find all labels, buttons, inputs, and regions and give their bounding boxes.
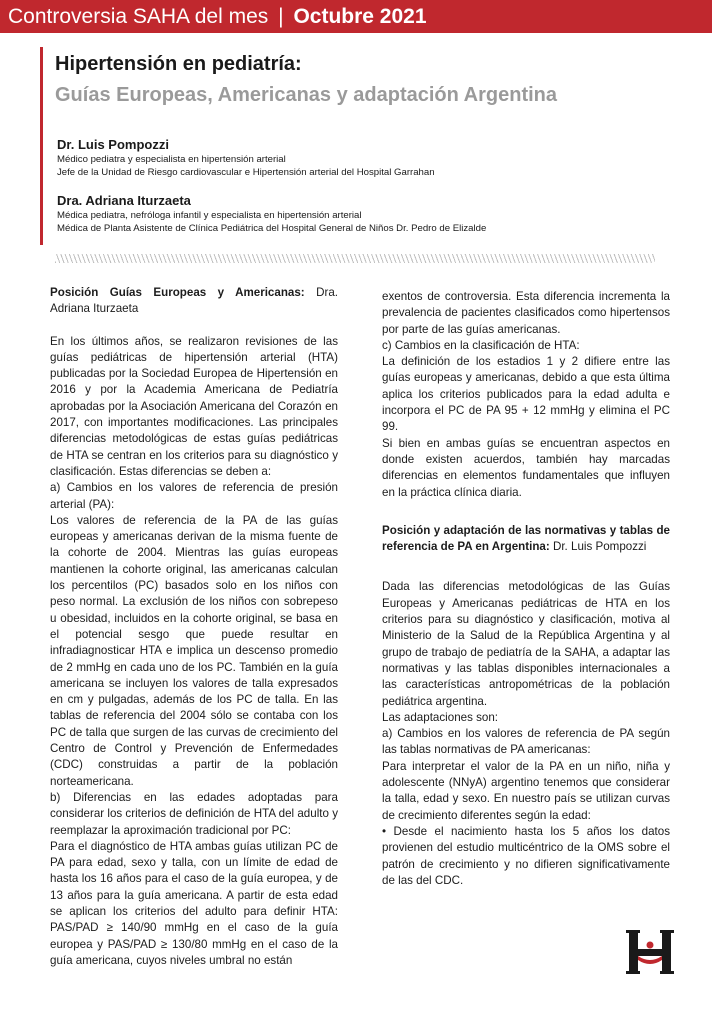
saha-logo [624, 930, 676, 974]
author-affiliation: Jefe de la Unidad de Riesgo cardiovascular e Hipertensión arterial del Hospital Garrahan [57, 166, 435, 178]
right-column [382, 289, 670, 889]
left-column [50, 285, 338, 969]
paragraph: Para interpretar el valor de la PA en un niño, niña y adolescente (NNyA) argentino tenemos que considerar la talla, edad y sexo. En nuestro país se utilizan curvas de crecimiento diferentes según la edad: [382, 759, 670, 822]
paragraph: exentos de controversia. Esta diferencia incrementa la prevalencia de pacientes clasificados como hipertensos por parte de las guías americanas. [382, 290, 670, 336]
paragraph: Los valores de referencia de la PA de las guías europeas y americanas derivan de la misma fuente de la cohorte de 2004. Mientras las guías europeas mantienen la cohorte original, las americanas calculan los percentilos (PC) basados solo en los niños con peso normal. La exclusión de los niños con sobrepeso u obesidad, incluidos en la cohorte original, se basa en el potencial sesgo que puede resultar en infradiagnosticar HTA e implica un descenso promedio de 2 mmHg en cada uno de los PC. También en la guía americana se incluyen los valores de talla expresados en cm y pulgadas, además de los PC de talla. En las tablas de referencia del 2004 sólo se contaba con los PC de talla que surgen de las curvas de crecimiento del Centro de Control y Prevención de Enfermedades (CDC) construidas a partir de la población norteamericana. [50, 513, 338, 788]
author-affiliation: Médica de Planta Asistente de Clínica Pediátrica del Hospital General de Niños Dr. Pedro de Elizalde [57, 222, 487, 234]
author-name: Dr. Luis Pompozzi [57, 137, 169, 152]
article-subtitle: Guías Europeas, Americanas y adaptación Argentina [55, 84, 558, 106]
issue-date: Octubre 2021 [293, 5, 427, 28]
subsection-heading: c) Cambios en la clasificación de HTA: [382, 338, 580, 352]
author-block [57, 137, 435, 179]
header-separator: | [278, 5, 284, 28]
paragraph: Las adaptaciones son: [382, 710, 499, 724]
author-affiliation: Médico pediatra y especialista en hipertensión arterial [57, 154, 286, 165]
subsection-heading: a) Cambios en los valores de referencia de presión arterial (PA): [50, 481, 338, 511]
article-title: Hipertensión en pediatría: [55, 53, 302, 75]
header-banner [0, 0, 712, 33]
bullet-item: • Desde el nacimiento hasta los 5 años los datos provienen del estudio multicéntrico de la OMS sobre el patrón de crecimiento y no difieren significativamente de las del CDC. [382, 824, 670, 887]
paragraph: La definición de los estadios 1 y 2 difiere entre las guías europeas y americanas, debido a que esta última aplica los criterios publicados para la edad adulta e incorpora el PC de PA 95 + 12 mmHg y elimina el PC 99. [382, 355, 670, 434]
author-affiliation: Médica pediatra, nefróloga infantil y especialista en hipertensión arterial [57, 210, 362, 221]
paragraph: Para el diagnóstico de HTA ambas guías utilizan PC de PA para edad, sexo y talla, con un límite de edad de hasta los 16 años para el caso de la guía europea, y de 13 años para la guía americana. A partir de esta edad se aplican los criterios del adulto para definir HTA: PAS/PAD ≥ 140/90 mmHg en el caso de la guía europea y PAS/PAD ≥ 130/80 mmHg en el caso de la guía americana, cuyos niveles umbral no están [50, 839, 338, 967]
paragraph: Si bien en ambas guías se encuentran aspectos en donde existen acuerdos, también hay marcadas diferencias en elementos fundamentales que influyen en la práctica clínica diaria. [382, 436, 670, 499]
section-heading: Posición y adaptación de las normativas y tablas de referencia de PA en Argentina: Dr. Luis Pompozzi [382, 523, 670, 554]
author-name: Dra. Adriana Iturzaeta [57, 193, 191, 208]
section-heading: Posición Guías Europeas y Americanas: Dra. Adriana Iturzaeta [50, 286, 338, 316]
subsection-heading: b) Diferencias en las edades adoptadas para considerar los criterios de definición de HTA del adulto y reemplazar la aproximación tradicional por PC: [50, 790, 338, 837]
paragraph: En los últimos años, se realizaron revisiones de las guías pediátricas de hipertensión arterial (HTA) publicadas por la Sociedad Europea de Hipertensión en 2016 y por la Academia Americana de Pediatría aprobadas por la Asociación Americana del Corazón en 2017, con importantes modificaciones. Las principales diferencias metodológicas de estas guías pediátricas de HTA se centran en los criterios para su diagnóstico y clasificación. Estas diferencias se deben a: [50, 334, 338, 478]
hatched-divider [55, 254, 655, 263]
subsection-heading: a) Cambios en los valores de referencia de PA según las tablas normativas de PA americanas: [382, 727, 670, 757]
title-accent-bar [40, 47, 43, 245]
paragraph: Dada las diferencias metodológicas de las Guías Europeas y Americanas pediátricas de HTA en los criterios para su diagnóstico y clasificación, motiva al Ministerio de la Salud de la República Argentina y al grupo de trabajo de pediatría de la SAHA, a adaptar las normativas y las tablas disponibles internacionales a las características antropométricas de la población pediátrica argentina. [382, 580, 670, 708]
author-block [57, 193, 486, 235]
series-title: Controversia SAHA del mes [8, 5, 269, 28]
